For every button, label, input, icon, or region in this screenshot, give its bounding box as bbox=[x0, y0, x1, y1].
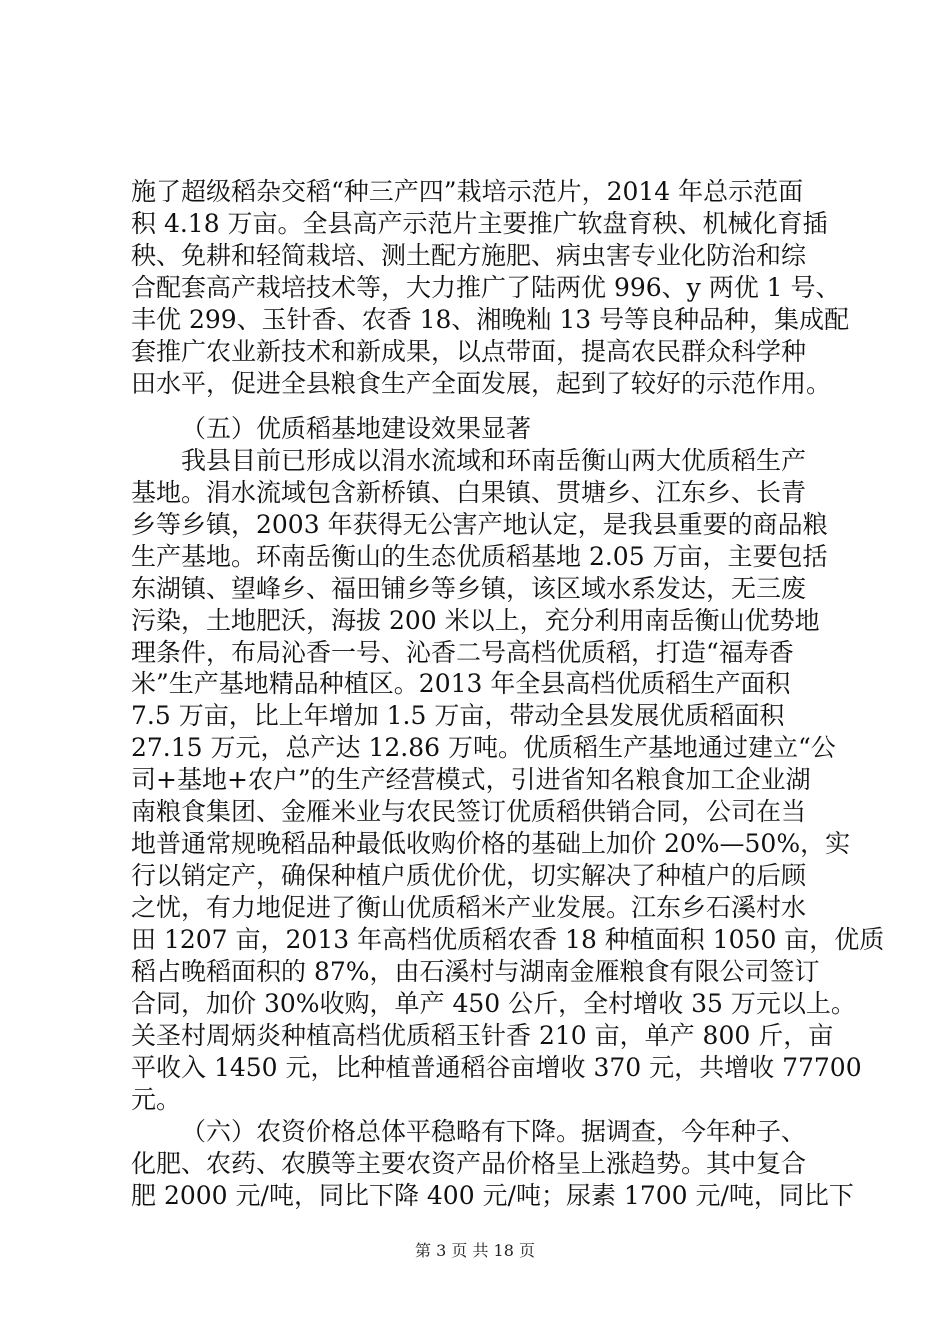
text-line: 7.5 万亩，比上年增加 1.5 万亩，带动全县发展优质稻面积 bbox=[131, 701, 785, 730]
text-line: 南粮食集团、金雁米业与农民签订优质稻供销合同，公司在当 bbox=[131, 797, 807, 826]
text-line: 司+基地+农户”的生产经营模式，引进省知名粮食加工企业湖 bbox=[131, 765, 811, 794]
text-line: 东湖镇、望峰乡、福田铺乡等乡镇，该区域水系发达，无三废 bbox=[131, 574, 807, 603]
text-line: 合配套高产栽培技术等，大力推广了陆两优 996、y 两优 1 号、 bbox=[131, 273, 841, 302]
section-heading: （六）农资价格总体平稳略有下降。据调查，今年种子、 bbox=[181, 1117, 807, 1146]
text-line: 肥 2000 元/吨，同比下降 400 元/吨；尿素 1700 元/吨，同比下 bbox=[131, 1181, 854, 1210]
text-line: 污染，土地肥沃，海拔 200 米以上，充分利用南岳衡山优势地 bbox=[131, 606, 820, 635]
text-line: 我县目前已形成以涓水流域和环南岳衡山两大优质稻生产 bbox=[181, 446, 807, 475]
text-line: 行以销定产，确保种植户质优价优，切实解决了种植户的后顾 bbox=[131, 861, 807, 890]
page-footer: 第 3 页 共 18 页 bbox=[415, 1241, 535, 1260]
text-line: 理条件，布局沁香一号、沁香二号高档优质稻，打造“福寿香 bbox=[131, 638, 794, 667]
text-line: 27.15 万元，总产达 12.86 万吨。优质稻生产基地通过建立“公 bbox=[131, 733, 836, 762]
text-line: 施了超级稻杂交稻“种三产四”栽培示范片，2014 年总示范面 bbox=[131, 177, 804, 206]
text-line: 生产基地。环南岳衡山的生态优质稻基地 2.05 万亩，主要包括 bbox=[131, 542, 828, 571]
text-line: 丰优 299、玉针香、农香 18、湘晚籼 13 号等良种品种，集成配 bbox=[131, 305, 850, 334]
text-line: 化肥、农药、农膜等主要农资产品价格呈上涨趋势。其中复合 bbox=[131, 1149, 807, 1178]
text-line: 稻占晚稻面积的 87%，由石溪村与湖南金雁粮食有限公司签订 bbox=[131, 957, 820, 986]
text-line: 关圣村周炳炎种植高档优质稻玉针香 210 亩，单产 800 斤，亩 bbox=[131, 1021, 834, 1050]
text-line: 基地。涓水流域包含新桥镇、白果镇、贯塘乡、江东乡、长青 bbox=[131, 478, 807, 507]
text-line: 元。 bbox=[131, 1085, 182, 1114]
text-line: 米”生产基地精品种植区。2013 年全县高档优质稻生产面积 bbox=[131, 669, 791, 698]
text-line: 积 4.18 万亩。全县高产示范片主要推广软盘育秧、机械化育插 bbox=[131, 209, 828, 238]
text-line: 地普通常规晚稻品种最低收购价格的基础上加价 20%—50%，实 bbox=[131, 829, 851, 858]
text-line: 合同，加价 30%收购，单产 450 公斤，全村增收 35 万元以上。 bbox=[131, 989, 856, 1018]
text-line: 平收入 1450 元，比种植普通稻谷亩增收 370 元，共增收 77700 bbox=[131, 1053, 862, 1082]
section-heading: （五）优质稻基地建设效果显著 bbox=[181, 414, 532, 443]
text-line: 田水平，促进全县粮食生产全面发展，起到了较好的示范作用。 bbox=[131, 369, 832, 398]
text-line: 之忧，有力地促进了衡山优质稻米产业发展。江东乡石溪村水 bbox=[131, 893, 807, 922]
text-line: 秧、免耕和轻简栽培、测土配方施肥、病虫害专业化防治和综 bbox=[131, 241, 807, 270]
text-line: 田 1207 亩，2013 年高档优质稻农香 18 种植面积 1050 亩，优质 bbox=[131, 925, 885, 954]
text-line: 乡等乡镇，2003 年获得无公害产地认定，是我县重要的商品粮 bbox=[131, 510, 828, 539]
text-line: 套推广农业新技术和新成果，以点带面，提高农民群众科学种 bbox=[131, 337, 807, 366]
